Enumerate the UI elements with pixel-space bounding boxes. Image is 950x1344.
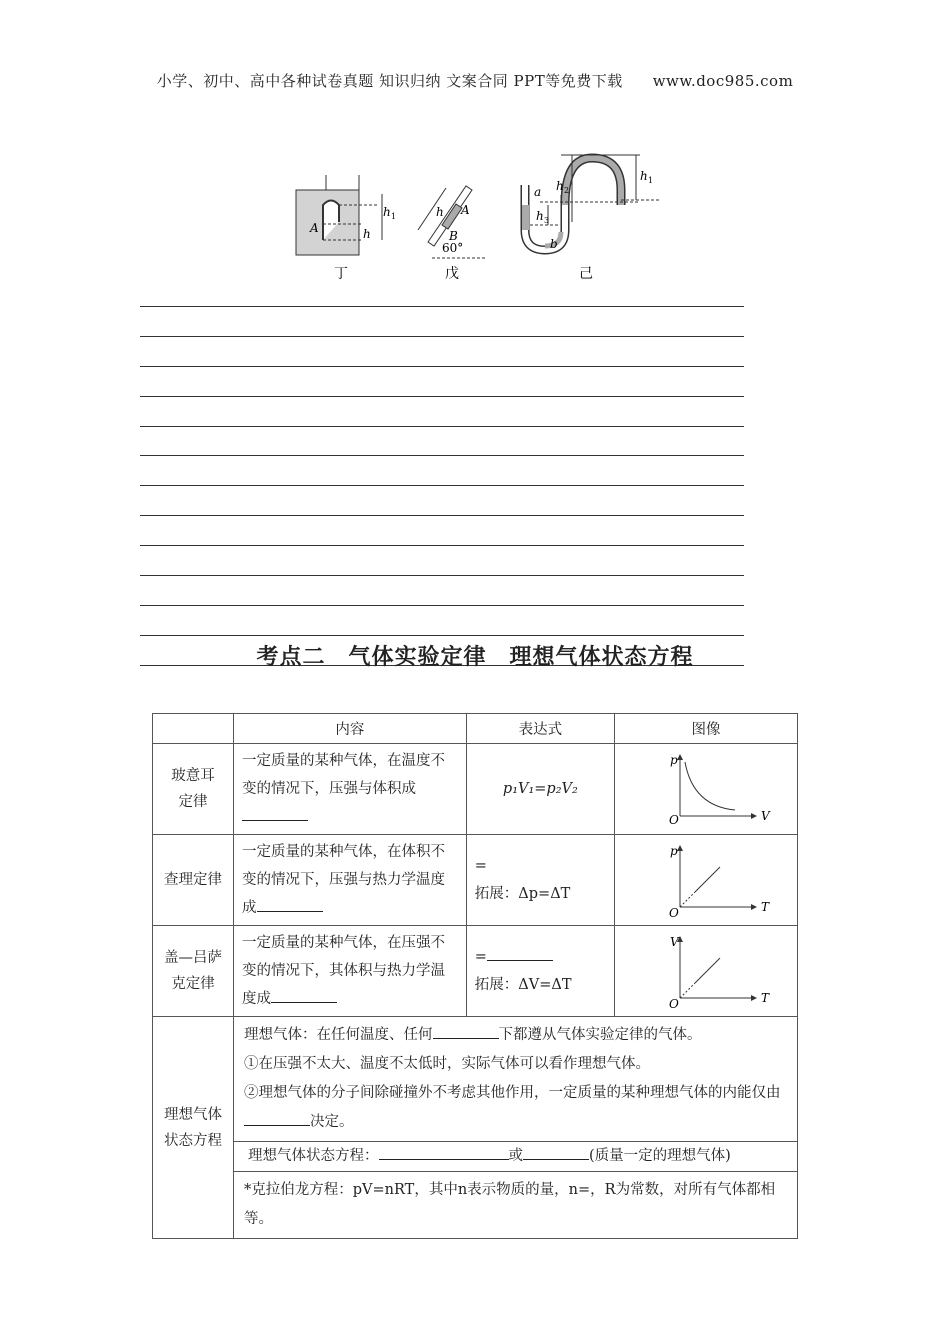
table-header-row — [153, 714, 798, 744]
graph-x-label: T — [760, 991, 769, 1005]
ding-caption: 丁 — [334, 266, 348, 282]
wu-caption: 戊 — [445, 266, 459, 282]
graph-y-label: V — [669, 935, 679, 949]
ji-label-h3-sub: 3 — [544, 216, 550, 225]
boyle-graph — [615, 744, 797, 830]
row-name: 查理定律 — [153, 835, 234, 926]
wu-label-b: B — [449, 229, 458, 243]
graph-x-label: V — [760, 809, 770, 823]
row-formula: = 拓展：Δp=ΔT — [466, 835, 614, 926]
answer-line[interactable] — [140, 396, 744, 426]
ideal-gas-equation: 理想气体状态方程： 或 (质量一定的理想气体) — [234, 1142, 798, 1172]
ji-label-h1: h — [640, 169, 648, 183]
answer-line[interactable] — [140, 455, 744, 485]
ding-label-h: h — [363, 227, 371, 241]
row-content: 一定质量的某种气体，在温度不变的情况下，压强与体积成 — [234, 744, 467, 835]
row-name: 盖—吕萨 克定律 — [153, 926, 234, 1017]
graph-x-label: T — [760, 900, 769, 914]
table-row-gay-lussac — [153, 926, 798, 1017]
graph-y-label: p — [669, 753, 678, 767]
table-row-ideal-3 — [153, 1172, 798, 1239]
blank[interactable] — [523, 1143, 589, 1160]
ideal-gas-description: 理想气体：在任何温度、任何 下都遵从气体实验定律的气体。 ①在压强不太大、温度不太低时，实际气体可以看作理想气体。 ②理想气体的分子间除碰撞外不考虑其他作用，一定质量的某种理想气体的内能仅由决定。 — [234, 1017, 798, 1142]
graph-y-label: p — [669, 844, 678, 858]
blank[interactable] — [487, 944, 553, 961]
table-row-ideal-2 — [153, 1142, 798, 1172]
row-content: 一定质量的某种气体，在压强不变的情况下，其体积与热力学温度成 — [234, 926, 467, 1017]
graph-origin: O — [668, 813, 679, 827]
ding-label-a: A — [310, 221, 319, 235]
row-name: 玻意耳 定律 — [153, 744, 234, 835]
clapeyron-equation: *克拉伯龙方程：pV=nRT，其中n表示物质的量，n=，R为常数，对所有气体都相等。 — [234, 1172, 798, 1239]
blank[interactable] — [433, 1022, 499, 1039]
ji-caption: 己 — [579, 266, 593, 282]
answer-line[interactable] — [140, 545, 744, 575]
row-graph — [614, 926, 797, 1017]
blank[interactable] — [271, 986, 337, 1003]
header-text: 小学、初中、高中各种试卷真题 知识归纳 文案合同 PPT等免费下载 — [156, 72, 623, 90]
charles-graph — [615, 835, 797, 921]
answer-line[interactable] — [140, 575, 744, 605]
row-graph — [614, 835, 797, 926]
row-graph — [614, 744, 797, 835]
header-site: www.doc985.com — [652, 72, 794, 90]
header-formula: 表达式 — [466, 714, 614, 744]
wu-label-a: A — [461, 203, 470, 217]
answer-line[interactable] — [140, 485, 744, 515]
section-title: 考点二 气体实验定律 理想气体状态方程 — [256, 645, 694, 670]
blank[interactable] — [242, 804, 308, 821]
answer-line[interactable] — [140, 605, 744, 635]
blank[interactable] — [244, 1109, 310, 1126]
blank[interactable] — [379, 1143, 509, 1160]
answer-line[interactable] — [140, 426, 744, 456]
blank[interactable] — [257, 895, 323, 912]
gas-laws-table — [152, 713, 798, 1239]
row-name: 理想气体 状态方程 — [153, 1017, 234, 1239]
ji-label-b: b — [550, 237, 558, 251]
ji-label-h3: h — [536, 209, 544, 223]
ji-label-h2: h — [556, 179, 564, 193]
ji-label-a: a — [534, 185, 542, 199]
ji-label-h1-sub: 1 — [648, 176, 654, 185]
ding-label-h1: h — [383, 205, 391, 219]
table-row-charles — [153, 835, 798, 926]
ji-label-h2-sub: 2 — [564, 186, 570, 195]
answer-lines — [140, 306, 744, 695]
table-row-boyle — [153, 744, 798, 835]
row-formula: = 拓展：ΔV=ΔT — [466, 926, 614, 1017]
page-header — [0, 70, 950, 91]
graph-origin: O — [668, 997, 679, 1011]
row-content: 一定质量的某种气体，在体积不变的情况下，压强与热力学温度成 — [234, 835, 467, 926]
figures — [0, 150, 950, 285]
ding-label-h1-sub: 1 — [391, 212, 397, 221]
graph-origin: O — [668, 906, 679, 920]
header-graph: 图像 — [614, 714, 797, 744]
answer-line[interactable] — [140, 366, 744, 396]
header-content: 内容 — [234, 714, 467, 744]
answer-line[interactable] — [140, 306, 744, 336]
figure-ding — [296, 175, 396, 282]
answer-line[interactable] — [140, 336, 744, 366]
answer-line[interactable] — [140, 515, 744, 545]
table-row-ideal-1 — [153, 1017, 798, 1142]
wu-label-h: h — [436, 205, 444, 219]
gay-lussac-graph — [615, 926, 797, 1012]
figure-wu — [418, 186, 486, 282]
wu-label-angle: 60° — [442, 241, 464, 255]
figure-ji — [522, 155, 660, 282]
row-formula: p₁V₁=p₂V₂ — [466, 744, 614, 835]
